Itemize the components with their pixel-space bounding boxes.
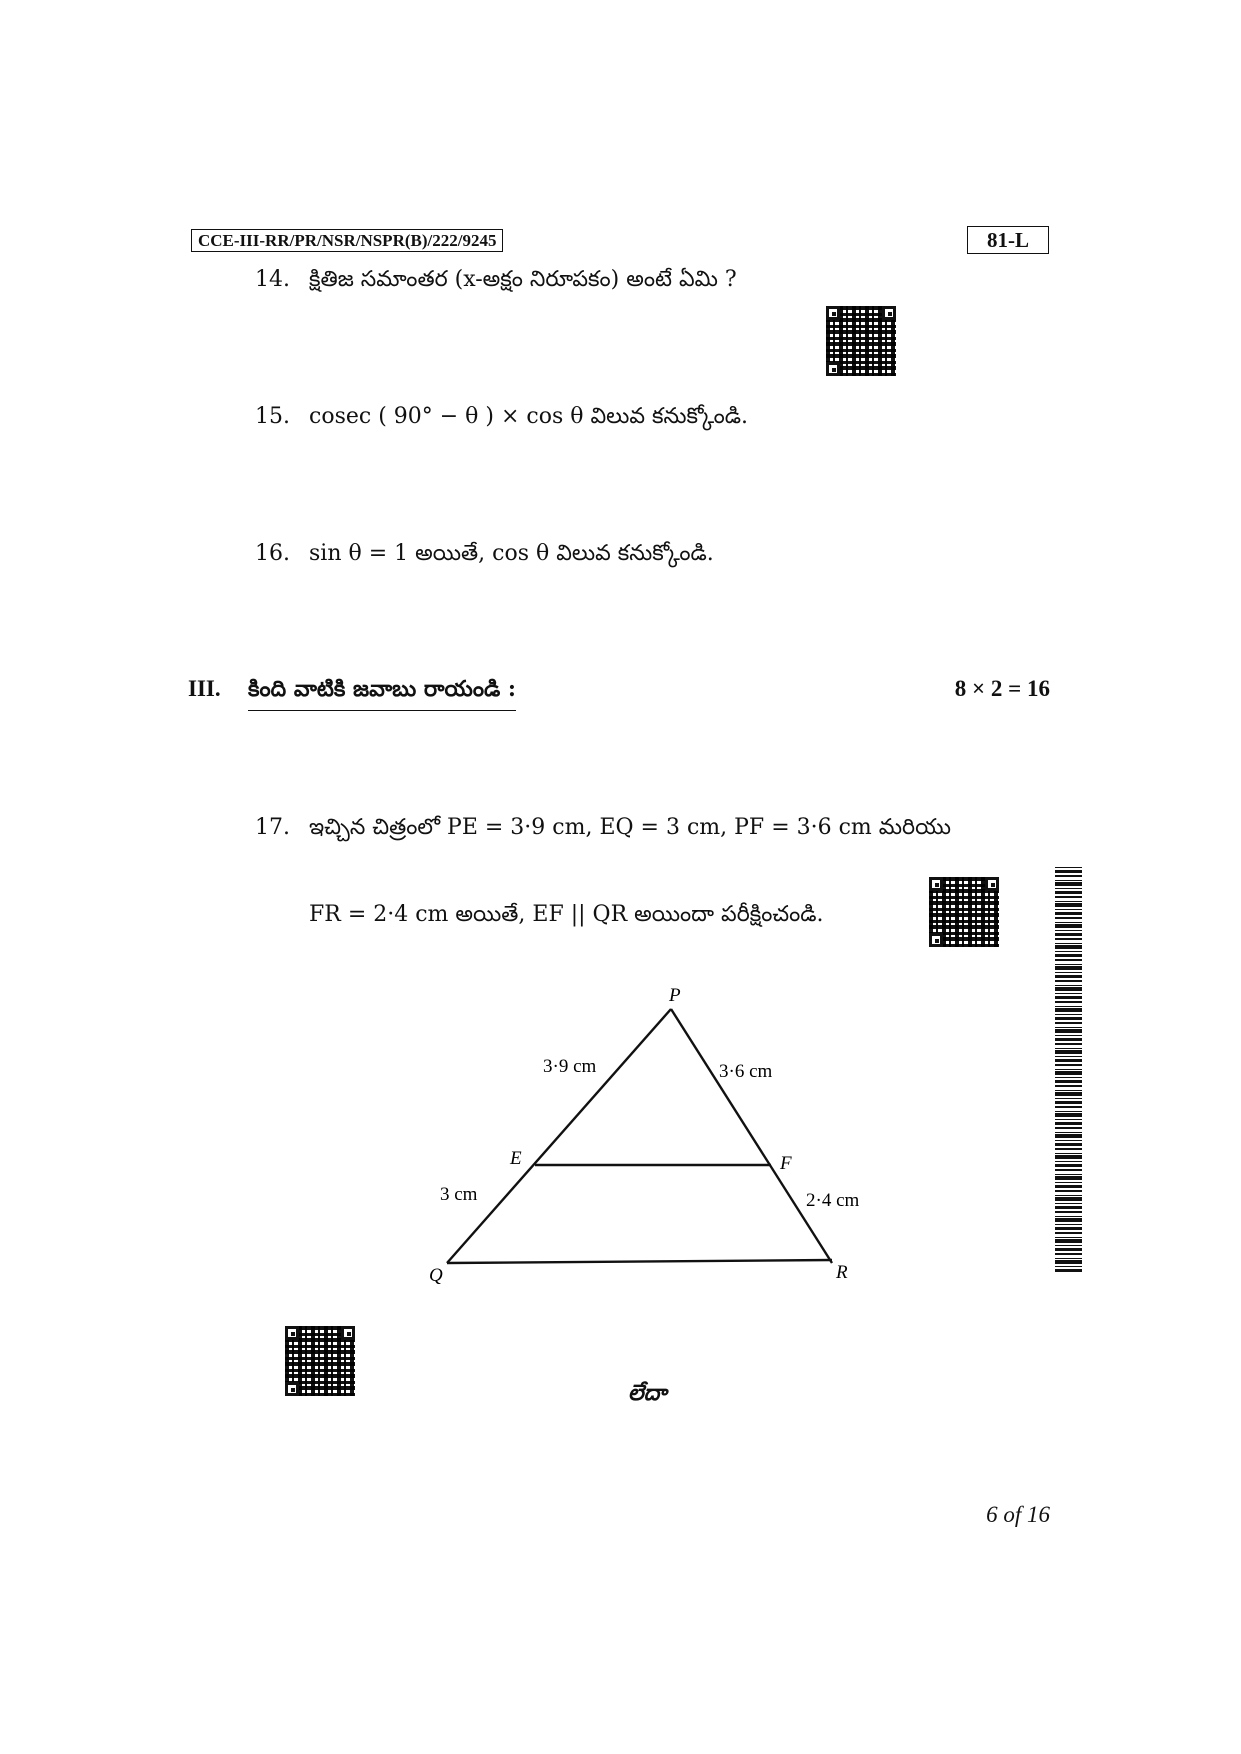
vertex-Q: Q [429,1265,443,1286]
question-number: 14. [255,267,290,292]
side-PR [671,1009,832,1263]
label-EQ: 3 cm [440,1184,478,1205]
qr-code-icon [285,1326,355,1396]
section-number: III. [188,676,221,701]
label-PE: 3·9 cm [543,1056,597,1077]
question-17-line2: FR = 2·4 cm అయితే, EF || QR అయిందా పరీక్షించండి. [309,902,824,927]
exam-code-box: CCE-III-RR/PR/NSR/NSPR(B)/222/9245 [191,229,503,252]
vertex-P: P [669,985,681,1006]
label-PF: 3·6 cm [719,1061,773,1082]
vertex-E: E [510,1148,522,1169]
question-number: 16. [255,541,290,566]
question-text: cosec ( 90° − θ ) × cos θ విలువ కనుక్కోండి. [309,404,749,429]
label-FR: 2·4 cm [806,1190,860,1211]
vertex-F: F [780,1153,792,1174]
section-title: కింది వాటికి జవాబు రాయండి : [248,674,516,711]
question-number: 15. [255,404,290,429]
side-QR [447,1260,832,1263]
section-marks: 8 × 2 = 16 [954,676,1050,701]
side-PQ [447,1009,671,1263]
question-number: 17. [255,815,290,840]
page-number: 6 of 16 [986,1502,1050,1527]
paper-code-box: 81-L [967,226,1049,254]
vertex-R: R [836,1262,848,1283]
question-text: sin θ = 1 అయితే, cos θ విలువ కనుక్కోండి. [309,541,714,566]
or-separator: లేదా [628,1380,667,1406]
question-text: క్షితిజ సమాంతర (x-అక్షం నిరూపకం) అంటే ఏమి ? [309,267,737,292]
question-text: ఇచ్చిన చిత్రంలో PE = 3·9 cm, EQ = 3 cm, PF = 3·6 cm మరియు [309,815,951,840]
